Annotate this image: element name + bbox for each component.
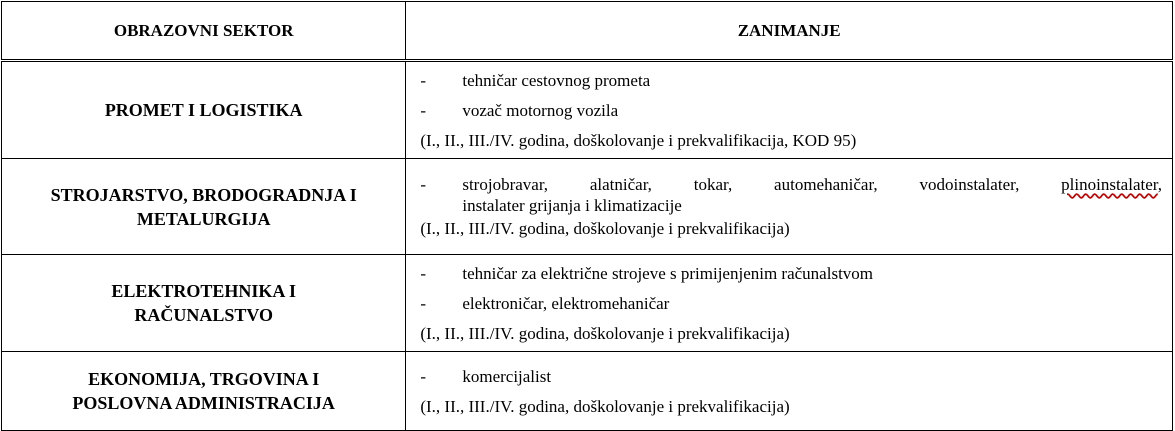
- sector-name: ELEKTROTEHNIKA I RAČUNALSTVO: [2, 255, 406, 352]
- sector-name: STROJARSTVO, BRODOGRADNJA I METALURGIJA: [2, 159, 406, 255]
- header-sector: OBRAZOVNI SEKTOR: [2, 2, 406, 61]
- sector-name: PROMET I LOGISTIKA: [2, 61, 406, 159]
- dash-bullet: -: [420, 100, 427, 120]
- dash-bullet: -: [420, 293, 427, 313]
- table-row: [2, 255, 1173, 352]
- dash-bullet: -: [420, 70, 427, 90]
- table-row: [2, 352, 1173, 431]
- table-row: [2, 159, 1173, 255]
- sector-name: EKONOMIJA, TRGOVINA I POSLOVNA ADMINISTRACIJA: [2, 352, 406, 431]
- program-note: (I., II., III./IV. godina, doškolovanje i prekvalifikacija): [420, 219, 790, 238]
- list-item: - tehničar cestovnog prometa: [420, 70, 651, 90]
- table-row: [2, 61, 1173, 159]
- sectors-table: [1, 1, 1173, 431]
- list-item: - elektroničar, elektromehaničar: [420, 293, 670, 313]
- list-item: - tehničar za električne strojeve s primijenjenim računalstvom: [420, 263, 874, 283]
- program-note: (I., II., III./IV. godina, doškolovanje i prekvalifikacija): [420, 323, 790, 343]
- occupation-cell: [406, 352, 1173, 431]
- program-note: (I., II., III./IV. godina, doškolovanje i prekvalifikacija, KOD 95): [420, 130, 857, 150]
- dash-bullet: -: [420, 366, 427, 386]
- list-item: - strojobravar, alatničar, tokar, automehaničar, vodoinstalater, plinoinstalater, instalater grijanja i klimatizacije: [420, 175, 1162, 215]
- table-header-row: [2, 2, 1173, 61]
- list-item: - komercijalist: [420, 366, 552, 386]
- header-occupation: ZANIMANJE: [406, 2, 1173, 61]
- occupation-cell: [406, 61, 1173, 159]
- list-item: - vozač motornog vozila: [420, 100, 619, 120]
- dash-bullet: -: [420, 175, 427, 194]
- program-note: (I., II., III./IV. godina, doškolovanje i prekvalifikacija): [420, 396, 790, 416]
- spellcheck-flagged-word: plinoinstalater: [1061, 175, 1158, 194]
- dash-bullet: -: [420, 263, 427, 283]
- occupation-cell: [406, 159, 1173, 255]
- occupation-cell: [406, 255, 1173, 352]
